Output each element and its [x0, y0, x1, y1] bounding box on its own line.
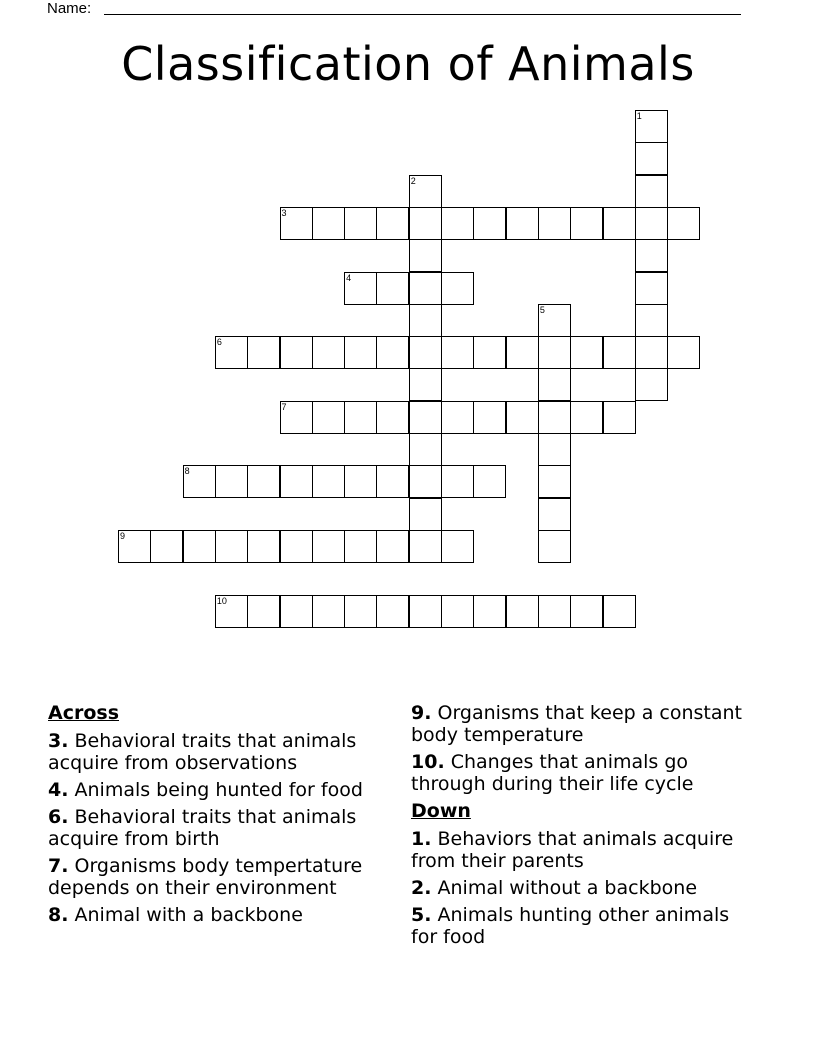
clue-text: Animal without a backbone: [437, 877, 698, 899]
grid-cell[interactable]: [376, 336, 409, 369]
grid-cell[interactable]: [280, 336, 313, 369]
grid-cell[interactable]: [441, 336, 474, 369]
cell-number: 10: [216, 595, 227, 606]
cell-number: 4: [346, 272, 352, 283]
grid-cell[interactable]: [344, 595, 377, 628]
clue-text: Organisms body tempertature depends on their environment: [48, 855, 363, 899]
grid-cell[interactable]: [538, 368, 571, 401]
grid-cell[interactable]: [603, 401, 636, 434]
grid-cell[interactable]: [344, 336, 377, 369]
clue-text: Behaviors that animals acquire from their parents: [411, 828, 734, 872]
grid-cell[interactable]: [635, 142, 668, 175]
grid-cell[interactable]: [247, 336, 280, 369]
grid-cell[interactable]: [506, 595, 539, 628]
clue-down-1: [411, 828, 751, 872]
grid-cell[interactable]: [344, 465, 377, 498]
grid-cell[interactable]: [441, 465, 474, 498]
grid-cell[interactable]: [312, 465, 345, 498]
grid-cell[interactable]: [603, 207, 636, 240]
grid-cell[interactable]: [570, 401, 603, 434]
grid-cell[interactable]: [570, 595, 603, 628]
grid-cell[interactable]: [441, 595, 474, 628]
clue-down-2: [411, 877, 751, 899]
grid-cell[interactable]: [473, 401, 506, 434]
grid-cell[interactable]: [635, 336, 668, 369]
grid-cell[interactable]: [473, 336, 506, 369]
clue-across-4: [48, 779, 393, 801]
grid-cell[interactable]: [538, 401, 571, 434]
grid-cell[interactable]: [409, 433, 442, 466]
grid-cell[interactable]: [506, 207, 539, 240]
clue-text: Animals being hunted for food: [74, 779, 363, 801]
grid-cell[interactable]: [603, 595, 636, 628]
grid-cell[interactable]: [312, 207, 345, 240]
grid-cell[interactable]: [538, 433, 571, 466]
down-heading: Down: [411, 800, 471, 822]
cell-number: 3: [281, 207, 287, 218]
grid-cell[interactable]: [667, 336, 700, 369]
cell-number: 2: [410, 175, 416, 186]
grid-cell[interactable]: [312, 530, 345, 563]
grid-cell[interactable]: [667, 207, 700, 240]
name-label: Name:: [47, 0, 92, 17]
clue-number: 4.: [48, 779, 69, 801]
cell-number: 7: [281, 401, 287, 412]
grid-cell[interactable]: [215, 336, 248, 369]
grid-cell[interactable]: [409, 595, 442, 628]
grid-cell[interactable]: [376, 595, 409, 628]
grid-cell[interactable]: [118, 530, 151, 563]
grid-cell[interactable]: [635, 239, 668, 272]
clue-text: Changes that animals go through during their life cycle: [411, 751, 694, 795]
grid-cell[interactable]: [247, 595, 280, 628]
clue-number: 3.: [48, 730, 69, 752]
grid-cell[interactable]: [409, 239, 442, 272]
clue-number: 7.: [48, 855, 69, 877]
grid-cell[interactable]: [409, 272, 442, 305]
clue-text: Animal with a backbone: [74, 904, 303, 926]
grid-cell[interactable]: [183, 465, 216, 498]
grid-cell[interactable]: [312, 401, 345, 434]
grid-cell[interactable]: [538, 530, 571, 563]
grid-cell[interactable]: [409, 368, 442, 401]
clue-down-5: [411, 904, 751, 948]
grid-cell[interactable]: [635, 175, 668, 208]
cell-number: 9: [120, 530, 126, 541]
grid-cell[interactable]: [538, 498, 571, 531]
grid-cell[interactable]: [538, 207, 571, 240]
grid-cell[interactable]: [280, 465, 313, 498]
cell-number: 1: [636, 111, 642, 121]
grid-cell[interactable]: [506, 401, 539, 434]
grid-cell[interactable]: [441, 207, 474, 240]
grid-cell[interactable]: [409, 336, 442, 369]
grid-cell[interactable]: [409, 401, 442, 434]
grid-cell[interactable]: [538, 336, 571, 369]
grid-cell[interactable]: [409, 175, 442, 208]
grid-cell[interactable]: [441, 401, 474, 434]
clue-text: Organisms that keep a constant body temperature: [411, 702, 743, 746]
grid-cell[interactable]: [312, 336, 345, 369]
grid-cell[interactable]: [247, 465, 280, 498]
grid-cell[interactable]: [538, 304, 571, 337]
grid-cell[interactable]: [538, 465, 571, 498]
clue-across-8: [48, 904, 393, 926]
clue-number: 10.: [411, 751, 445, 773]
cell-number: 6: [216, 337, 222, 348]
grid-cell[interactable]: [215, 530, 248, 563]
grid-cell[interactable]: [506, 336, 539, 369]
grid-cell[interactable]: [215, 465, 248, 498]
grid-cell[interactable]: [344, 207, 377, 240]
clue-number: 2.: [411, 877, 432, 899]
clue-number: 1.: [411, 828, 432, 850]
clues-column-left: [48, 702, 393, 931]
grid-cell[interactable]: [635, 304, 668, 337]
grid-cell[interactable]: [183, 530, 216, 563]
grid-cell[interactable]: [603, 336, 636, 369]
grid-cell[interactable]: [409, 465, 442, 498]
grid-cell[interactable]: [376, 465, 409, 498]
grid-cell[interactable]: [312, 595, 345, 628]
grid-cell[interactable]: [215, 595, 248, 628]
clue-number: 9.: [411, 702, 432, 724]
grid-cell[interactable]: [280, 595, 313, 628]
grid-cell[interactable]: [570, 207, 603, 240]
grid-cell[interactable]: [409, 304, 442, 337]
grid-cell[interactable]: [376, 401, 409, 434]
grid-cell[interactable]: [280, 530, 313, 563]
grid-cell[interactable]: [409, 207, 442, 240]
grid-cell[interactable]: [538, 595, 571, 628]
grid-cell[interactable]: [409, 530, 442, 563]
clue-text: Behavioral traits that animals acquire from birth: [48, 806, 357, 850]
grid-cell[interactable]: [441, 272, 474, 305]
grid-cell[interactable]: [635, 207, 668, 240]
grid-cell[interactable]: [473, 595, 506, 628]
grid-cell[interactable]: [280, 401, 313, 434]
grid-cell[interactable]: [441, 530, 474, 563]
grid-cell[interactable]: [344, 272, 377, 305]
grid-cell[interactable]: [344, 530, 377, 563]
clue-number: 5.: [411, 904, 432, 926]
page-title: Classification of Animals: [121, 37, 695, 91]
clue-across-9: [411, 702, 751, 746]
across-heading: Across: [48, 702, 120, 724]
grid-cell[interactable]: [635, 110, 668, 143]
cell-number: 8: [184, 466, 190, 477]
clue-across-6: [48, 806, 393, 850]
grid-cell[interactable]: [473, 465, 506, 498]
clue-number: 6.: [48, 806, 69, 828]
grid-cell[interactable]: [247, 530, 280, 563]
grid-cell[interactable]: [570, 336, 603, 369]
grid-cell[interactable]: [635, 368, 668, 401]
clue-across-10: [411, 751, 751, 795]
grid-cell[interactable]: [280, 207, 313, 240]
clue-across-7: [48, 855, 393, 899]
grid-cell[interactable]: [376, 272, 409, 305]
grid-cell[interactable]: [344, 401, 377, 434]
clue-text: Animals hunting other animals for food: [411, 904, 730, 948]
clue-across-3: [48, 730, 393, 774]
clue-text: Behavioral traits that animals acquire from observations: [48, 730, 357, 774]
cell-number: 5: [539, 304, 545, 315]
grid-cell[interactable]: [635, 272, 668, 305]
grid-cell[interactable]: [409, 498, 442, 531]
grid-cell[interactable]: [376, 530, 409, 563]
grid-cell[interactable]: [473, 207, 506, 240]
grid-cell[interactable]: [376, 207, 409, 240]
clues-column-right: [411, 702, 751, 953]
grid-cell[interactable]: [150, 530, 183, 563]
clue-number: 8.: [48, 904, 69, 926]
